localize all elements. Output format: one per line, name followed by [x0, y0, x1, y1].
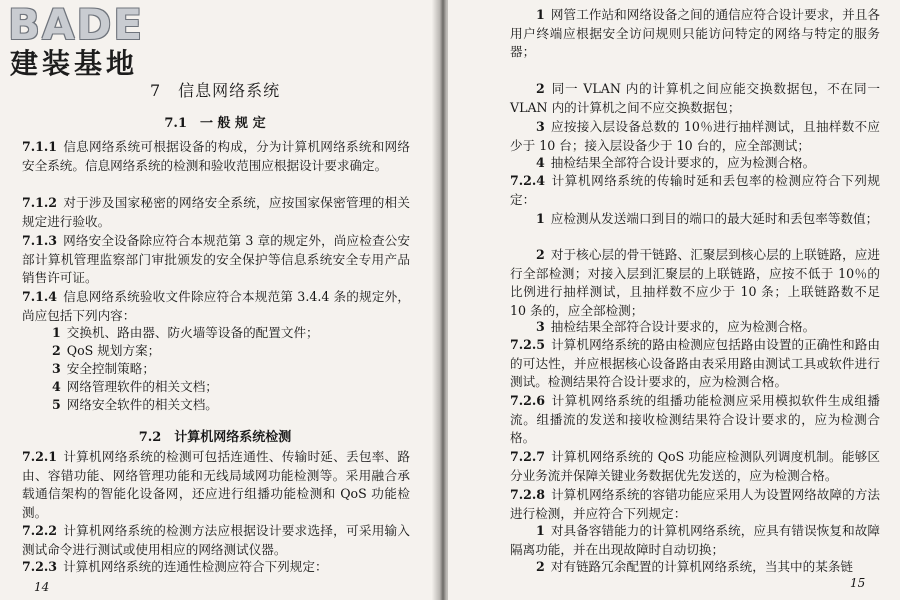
item-text: 交换机、路由器、防火墙等设备的配置文件； [66, 325, 319, 340]
item-number: 5 [52, 397, 61, 412]
item-number: 2 [536, 81, 545, 96]
item-text: QoS 规划方案； [66, 343, 161, 358]
list-item [510, 246, 880, 320]
clause-text: 计算机网络系统的 QoS 功能应检测队列调度机制。能够区分业务流并保障关键业务数据优先发送的，应为检测合格。 [510, 449, 880, 483]
clause-7-2-3 [22, 558, 410, 577]
item-number: 2 [536, 559, 545, 574]
clause-number: 7.2.1 [22, 449, 58, 464]
clause-7-2-6 [510, 392, 880, 448]
item-text: 安全控制策略； [66, 361, 155, 376]
list-item [52, 396, 218, 415]
clause-number: 7.2.2 [22, 523, 58, 538]
item-text: 对有链路冗余配置的计算机网络系统，当其中的某条链 [550, 559, 854, 574]
clause-number: 7.1.2 [22, 195, 58, 210]
clause-7-2-4 [510, 172, 880, 209]
item-text: 对具备容错能力的计算机网络系统，应具有错误恢复和故障隔离功能，并在出现故障时自动切换； [510, 523, 880, 557]
clause-text: 计算机网络系统的容错功能应采用人为设置网络故障的方法进行检测，并应符合下列规定： [510, 487, 880, 521]
item-text: 抽检结果全部符合设计要求的，应为检测合格。 [550, 319, 816, 334]
item-number: 1 [52, 325, 61, 340]
item-text: 网络安全软件的相关文档。 [66, 397, 218, 412]
section-heading-7-2: 7.2 计算机网络系统检测 [138, 430, 292, 445]
list-item [52, 378, 218, 397]
clause-text: 信息网络系统验收文件除应符合本规范第 3.4.4 条的规定外，尚应包括下列内容： [22, 289, 410, 323]
clause-number: 7.1.3 [22, 233, 58, 248]
clause-text: 计算机网络系统的连通性检测应符合下列规定： [63, 559, 328, 574]
item-text: 对于核心层的骨干链路、汇聚层到核心层的上联链路，应进行全部检测；对接入层到汇聚层的上联链路，应按不低于 10％的比例进行抽样测试，且抽样数不应少于 10 条；上联链路数不足 10 条的，应全部检测； [510, 247, 880, 318]
list-item [510, 154, 880, 173]
clause-7-1-1 [22, 138, 410, 175]
list-item [52, 324, 319, 343]
item-text: 网络管理软件的相关文档； [66, 379, 218, 394]
left-page [0, 0, 440, 600]
list-item [510, 318, 880, 337]
item-number: 3 [52, 361, 61, 376]
clause-number: 7.2.8 [510, 487, 546, 502]
item-number: 4 [52, 379, 61, 394]
clause-7-1-2 [22, 194, 410, 231]
clause-text: 计算机网络系统的检测可包括连通性、传输时延、丢包率、路由、容错功能、网络管理功能和无线局域网功能检测等。采用融合承载通信架构的智能化设备网，还应进行组播功能检测和 QoS 功能检测。 [22, 449, 410, 520]
clause-7-2-5 [510, 336, 880, 392]
list-item [510, 558, 880, 577]
right-page [448, 0, 900, 600]
clause-7-1-3 [22, 232, 410, 288]
item-text: 同一 VLAN 内的计算机之间应能交换数据包，不在同一 VLAN 内的计算机之间不应交换数据包； [510, 81, 880, 115]
page-number: 15 [850, 576, 866, 590]
clause-7-2-8 [510, 486, 880, 523]
clause-text: 信息网络系统可根据设备的构成，分为计算机网络系统和网络安全系统。信息网络系统的检测和验收范围应根据设计要求确定。 [22, 139, 410, 173]
clause-7-2-7 [510, 448, 880, 485]
list-item [510, 210, 880, 229]
clause-text: 对于涉及国家秘密的网络安全系统，应按国家保密管理的相关规定进行验收。 [22, 195, 410, 229]
clause-text: 计算机网络系统的传输时延和丢包率的检测应符合下列规定： [510, 173, 880, 207]
chapter-title: 7 信息网络系统 [150, 81, 281, 100]
item-number: 2 [52, 343, 61, 358]
list-item [510, 522, 880, 559]
item-number: 2 [536, 247, 545, 262]
list-item [510, 6, 880, 62]
clause-7-2-2 [22, 522, 410, 559]
clause-number: 7.2.4 [510, 173, 546, 188]
list-item [510, 80, 880, 117]
item-text: 抽检结果全部符合设计要求的，应为检测合格。 [550, 155, 816, 170]
clause-number: 7.2.3 [22, 559, 58, 574]
clause-7-1-4 [22, 288, 410, 325]
item-number: 1 [536, 7, 545, 22]
item-number: 4 [536, 155, 545, 170]
clause-text: 网络安全设备除应符合本规范第 3 章的规定外，尚应检查公安部计算机管理监察部门审批颁发的安全保护等信息系统安全专用产品销售许可证。 [22, 233, 410, 286]
clause-number: 7.2.5 [510, 337, 546, 352]
item-text: 网管工作站和网络设备之间的通信应符合设计要求，并且各用户终端应根据安全访问规则只能访问特定的网络与特定的服务器； [510, 7, 880, 60]
list-item [510, 118, 880, 155]
logo-subtitle: 建装基地 [10, 47, 139, 80]
item-number: 1 [536, 211, 545, 226]
page-number: 14 [34, 580, 50, 594]
item-number: 1 [536, 523, 545, 538]
logo-brand: BADE [8, 0, 145, 49]
list-item [52, 360, 155, 379]
item-number: 3 [536, 319, 545, 334]
item-text: 应检测从发送端口到目的端口的最大延时和丢包率等数值； [550, 211, 879, 226]
clause-text: 计算机网络系统的检测方法应根据设计要求选择，可采用输入测试命令进行测试或使用相应的网络测试仪器。 [22, 523, 410, 557]
item-text: 应按接入层设备总数的 10％进行抽样测试，且抽样数不应少于 10 台；接入层设备少于 10 台的，应全部测试； [510, 119, 880, 153]
clause-number: 7.1.1 [22, 139, 58, 154]
clause-7-2-1 [22, 448, 410, 522]
clause-number: 7.1.4 [22, 289, 58, 304]
clause-number: 7.2.7 [510, 449, 546, 464]
list-item [52, 342, 160, 361]
section-heading-7-1: 7.1 一 般 规 定 [164, 116, 266, 131]
clause-text: 计算机网络系统的路由检测应包括路由设置的正确性和路由的可达性，并应根据核心设备路由表采用路由测试工具或软件进行测试。检测结果符合设计要求的，应为检测合格。 [510, 337, 880, 390]
bade-logo [6, 2, 176, 82]
clause-number: 7.2.6 [510, 393, 546, 408]
clause-text: 计算机网络系统的组播功能检测应采用模拟软件生成组播流。组播流的发送和接收检测结果符合设计要求的，应为检测合格。 [510, 393, 880, 446]
item-number: 3 [536, 119, 545, 134]
